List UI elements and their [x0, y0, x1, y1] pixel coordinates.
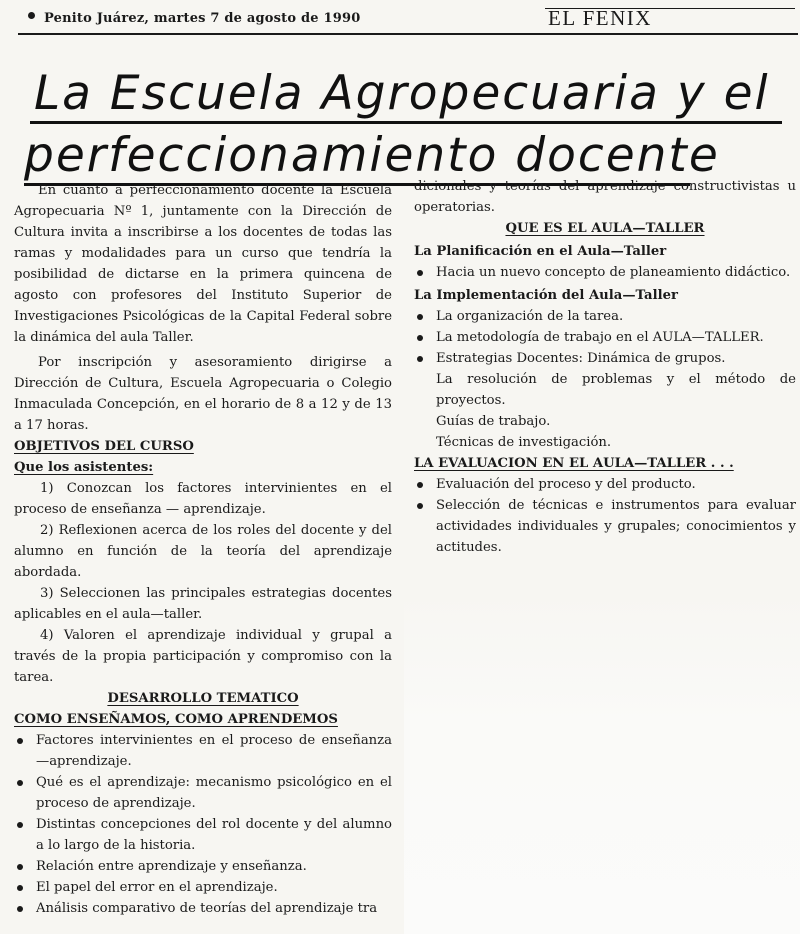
list-item: Factores intervinientes en el proceso de enseñanza—aprendizaje. — [14, 730, 392, 772]
list-line: Guías de trabajo. — [436, 414, 551, 429]
objective-1: 1) Conozcan los factores intervinientes en el proceso de enseñanza — aprendizaje. — [14, 481, 392, 517]
bullet-icon — [28, 12, 35, 19]
headline-underline-1 — [30, 121, 782, 124]
list-item: Evaluación del proceso y del producto. — [414, 474, 796, 495]
asistentes-heading: Que los asistentes: — [14, 460, 154, 475]
list-item: Análisis comparativo de teorías del aprendizaje tra — [14, 898, 392, 919]
desarrollo-heading: DESARROLLO TEMATICO — [107, 691, 299, 706]
headline-line-1: La Escuela Agropecuaria y el — [34, 66, 770, 121]
left-column — [14, 180, 392, 919]
list-item: Qué es el aprendizaje: mecanismo psicológico en el proceso de aprendizaje. — [14, 772, 392, 814]
objective-4: 4) Valoren el aprendizaje individual y grupal a través de la propia participación y compromiso con la tarea. — [14, 628, 392, 685]
dateline: Penito Juárez, martes 7 de agosto de 1990 — [44, 11, 361, 26]
list-item: Estrategias Docentes: Dinámica de grupos. — [414, 348, 796, 369]
list-item: El papel del error en el aprendizaje. — [14, 877, 392, 898]
implementacion-heading: La Implementación del Aula—Taller — [414, 288, 678, 303]
blank-area — [404, 590, 800, 934]
list-item: Relación entre aprendizaje y enseñanza. — [14, 856, 392, 877]
list-line: La resolución de problemas y el método de proyectos. — [436, 372, 796, 408]
como-heading: COMO ENSEÑAMOS, COMO APRENDEMOS — [14, 712, 338, 727]
headline-line-2: perfeccionamiento docente — [24, 128, 720, 183]
aula-heading: QUE ES EL AULA—TALLER — [505, 221, 705, 236]
inscription-paragraph: Por inscripción y asesoramiento dirigirse a Dirección de Cultura, Escuela Agropecuaria o Colegio Inmaculada Concepción, en el horario de 8 a 12 y de 13 a 17 horas. — [14, 355, 392, 433]
list-line: Técnicas de investigación. — [436, 435, 612, 450]
list-item: Hacia un nuevo concepto de planeamiento didáctico. — [414, 262, 796, 283]
newspaper-name: EL FENIX — [548, 6, 652, 30]
list-item: La metodología de trabajo en el AULA—TALLER. — [414, 327, 796, 348]
evaluacion-heading: LA EVALUACION EN EL AULA—TALLER . . . — [414, 456, 734, 471]
list-item: Selección de técnicas e instrumentos para evaluar actividades individuales y grupales; conocimientos y actitudes. — [414, 495, 796, 558]
objective-3: 3) Seleccionen las principales estrategias docentes aplicables en el aula—taller. — [14, 586, 392, 622]
continued-text: dicionales y teorías del aprendizaje constructivistas u operatorias. — [414, 179, 796, 215]
objective-2: 2) Reflexionen acerca de los roles del docente y del alumno en función de la teoría del aprendizaje abordada. — [14, 523, 392, 580]
page-header — [0, 0, 800, 34]
intro-paragraph: En cuanto a perfeccionamiento docente la Escuela Agropecuaria Nº 1, juntamente con la Dirección de Cultura invita a inscribirse a los docentes de todas las ramas y modalidades para un curso que tendría la posibilidad de dictarse en la primera quincena de agosto con profesores del Instituto Superior de Investigaciones Psicológicas de la Capital Federal sobre la dinámica del aula Taller. — [14, 183, 392, 345]
objetivos-heading: OBJETIVOS DEL CURSO — [14, 439, 194, 454]
planificacion-heading: La Planificación en el Aula—Taller — [414, 244, 667, 259]
list-item: La organización de la tarea. — [414, 306, 796, 327]
header-rule — [18, 33, 798, 35]
list-item: Distintas concepciones del rol docente y del alumno a lo largo de la historia. — [14, 814, 392, 856]
right-column — [414, 176, 796, 558]
